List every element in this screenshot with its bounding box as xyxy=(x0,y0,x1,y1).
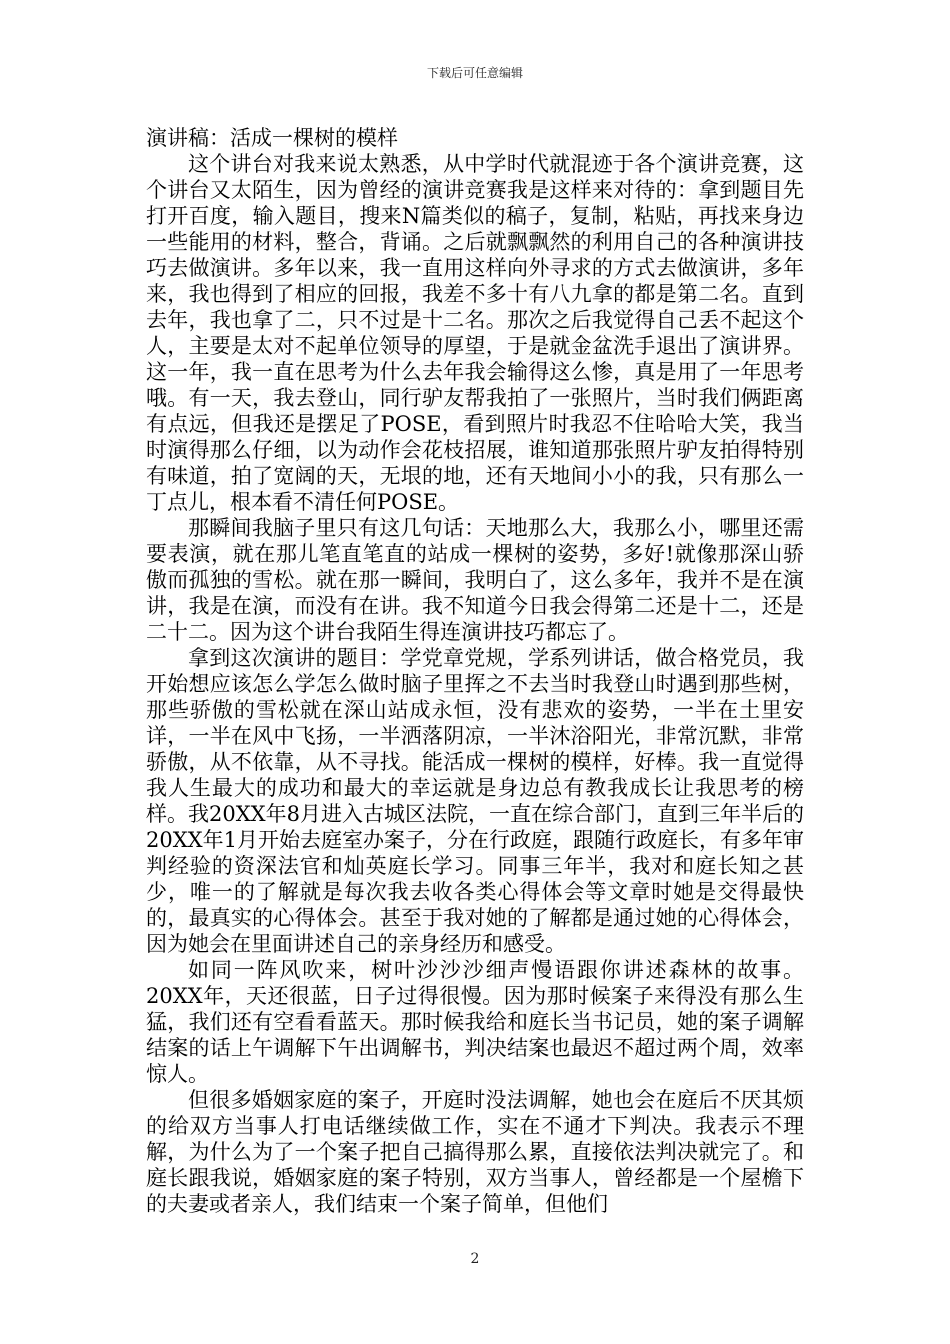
paragraph-5: 但很多婚姻家庭的案子，开庭时没法调解，她也会在庭后不厌其烦的给双方当事人打电话继续做工作，实在不通才下判决。我表示不理解，为什么为了一个案子把自己搞得那么累，直接依法判决就完了。和庭长跟我说，婚姻家庭的案子特别，双方当事人，曾经都是一个屋檐下的夫妻或者亲人，我们结束一个案子简单，但他们 xyxy=(146,1088,804,1216)
paragraph-3: 拿到这次演讲的题目：学党章党规，学系列讲话，做合格党员，我开始想应该怎么学怎么做时脑子里挥之不去当时我登山时遇到那些树，那些骄傲的雪松就在深山站成永恒，没有悲欢的姿势，一半在土里安详，一半在风中飞扬，一半洒落阴凉，一半沐浴阳光，非常沉默，非常骄傲，从不依靠，从不寻找。能活成一棵树的模样，好棒。我一直觉得我人生最大的成功和最大的幸运就是身边总有教我成长让我思考的榜样。我20XX年8月进入古城区法院，一直在综合部门，直到三年半后的20XX年1月开始去庭室办案子，分在行政庭，跟随行政庭长，有多年审判经验的资深法官和灿英庭长学习。同事三年半，我对和庭长知之甚少，唯一的了解就是每次我去收各类心得体会等文章时她是交得最快的，最真实的心得体会。甚至于我对她的了解都是通过她的心得体会，因为她会在里面讲述自己的亲身经历和感受。 xyxy=(146,646,804,956)
paragraph-1: 这个讲台对我来说太熟悉，从中学时代就混迹于各个演讲竞赛，这个讲台又太陌生，因为曾经的演讲竞赛我是这样来对待的：拿到题目先打开百度，输入题目，搜来N篇类似的稿子，复制，粘贴，再找来身边一些能用的材料，整合，背诵。之后就飘飘然的利用自己的各种演讲技巧去做演讲。多年以来，我一直用这样向外寻求的方式去做演讲，多年来，我也得到了相应的回报，我差不多十有八九拿的都是第二名。直到去年，我也拿了二，只不过是十二名。那次之后我觉得自己丢不起这个人，主要是太对不起单位领导的厚望，于是就金盆洗手退出了演讲界。 这一年，我一直在思考为什么去年我会输得这么惨，真是用了一年思考哦。有一天，我去登山，同行驴友帮我拍了一张照片，当时我们俩距离有点远，但我还是摆足了POSE，看到照片时我忍不住哈哈大笑，我当时演得那么仔细，以为动作会花枝招展，谁知道那张照片驴友拍得特别有味道，拍了宽阔的天，无垠的地，还有天地间小小的我，只有那么一丁点儿，根本看不清任何POSE。 xyxy=(146,152,804,514)
paragraph-2: 那瞬间我脑子里只有这几句话：天地那么大，我那么小，哪里还需要表演，就在那儿笔直笔直的站成一棵树的姿势，多好!就像那深山骄傲而孤独的雪松。就在那一瞬间，我明白了，这么多年，我并不是在演讲，我是在演，而没有在讲。我不知道今日我会得第二还是十二，还是二十二。因为这个讲台我陌生得连演讲技巧都忘了。 xyxy=(146,516,804,644)
paragraph-4: 如同一阵风吹来，树叶沙沙沙细声慢语跟你讲述森林的故事。20XX年，天还很蓝，日子过得很慢。因为那时候案子来得没有那么生猛，我们还有空看看蓝天。那时候我给和庭长当书记员，她的案子调解结案的话上午调解下午出调解书，判决结案也最迟不超过两个周，效率惊人。 xyxy=(146,958,804,1086)
document-body xyxy=(146,125,804,1217)
header-note: 下载后可任意编辑 xyxy=(426,66,523,80)
page-number: 2 xyxy=(470,1251,480,1267)
document-title: 演讲稿：活成一棵树的模样 xyxy=(146,126,398,150)
